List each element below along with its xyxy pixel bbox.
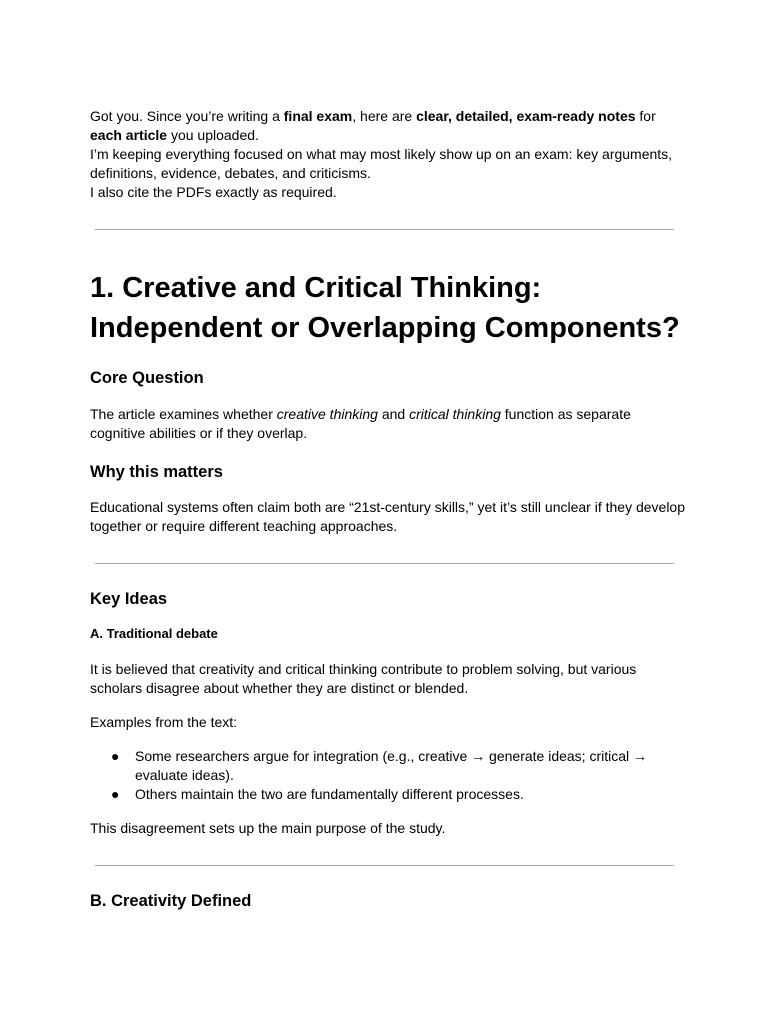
divider xyxy=(95,563,674,564)
intro-bold-each-article: each article xyxy=(90,127,168,143)
conclusion-text: This disagreement sets up the main purpose of the study. xyxy=(90,820,446,836)
intro-line-3: I also cite the PDFs exactly as required. xyxy=(90,184,337,200)
section-title: 1. Creative and Critical Thinking: Independent or Overlapping Components? xyxy=(90,272,680,344)
intro-line-2: I’m keeping everything focused on what may most likely show up on an exam: key arguments, definitions, evidence, debates, and criticisms. xyxy=(90,146,673,181)
intro-text: Got you. Since you’re writing a xyxy=(90,108,284,124)
list-item xyxy=(90,785,690,804)
bullet-icon: ● xyxy=(111,748,120,764)
core-question-heading: Core Question xyxy=(90,369,204,387)
key-ideas-heading: Key Ideas xyxy=(90,590,168,608)
text-span: The article examines whether xyxy=(90,406,277,422)
italic-creative-thinking: creative thinking xyxy=(276,406,378,422)
divider xyxy=(95,865,674,866)
examples-label: Examples from the text: xyxy=(90,714,238,730)
sub-a-heading: A. Traditional debate xyxy=(90,626,218,641)
list-item-text: Others maintain the two are fundamentally different processes. xyxy=(135,786,524,802)
intro-bold-notes: clear, detailed, exam-ready notes xyxy=(416,108,636,124)
document-page xyxy=(90,107,690,911)
divider xyxy=(95,229,674,230)
list-item-text: Some researchers argue for integration (e.g., creative → generate ideas; critical → evaluate ideas). xyxy=(135,748,648,783)
intro-text: for xyxy=(635,108,656,124)
intro-text: you uploaded. xyxy=(167,127,259,143)
italic-critical-thinking: critical thinking xyxy=(409,406,501,422)
intro-bold-final-exam: final exam xyxy=(283,108,353,124)
intro-text: , here are xyxy=(352,108,417,124)
intro-block xyxy=(90,107,690,202)
text-span: and xyxy=(377,406,410,422)
examples-list xyxy=(90,747,690,804)
sub-b-heading: B. Creativity Defined xyxy=(90,892,252,910)
why-heading: Why this matters xyxy=(90,463,223,481)
text-span: function as separate cognitive abilities or if they overlap. xyxy=(90,406,631,441)
why-text: Educational systems often claim both are “21st-century skills,” yet it’s still unclear if they develop together or require different teaching approaches. xyxy=(90,499,685,534)
bullet-icon: ● xyxy=(111,786,120,802)
sub-a-text: It is believed that creativity and critical thinking contribute to problem solving, but various scholars disagree about whether they are distinct or blended. xyxy=(90,661,637,696)
list-item xyxy=(90,747,690,785)
core-question-text xyxy=(90,405,690,443)
intro-line-1 xyxy=(90,107,690,145)
